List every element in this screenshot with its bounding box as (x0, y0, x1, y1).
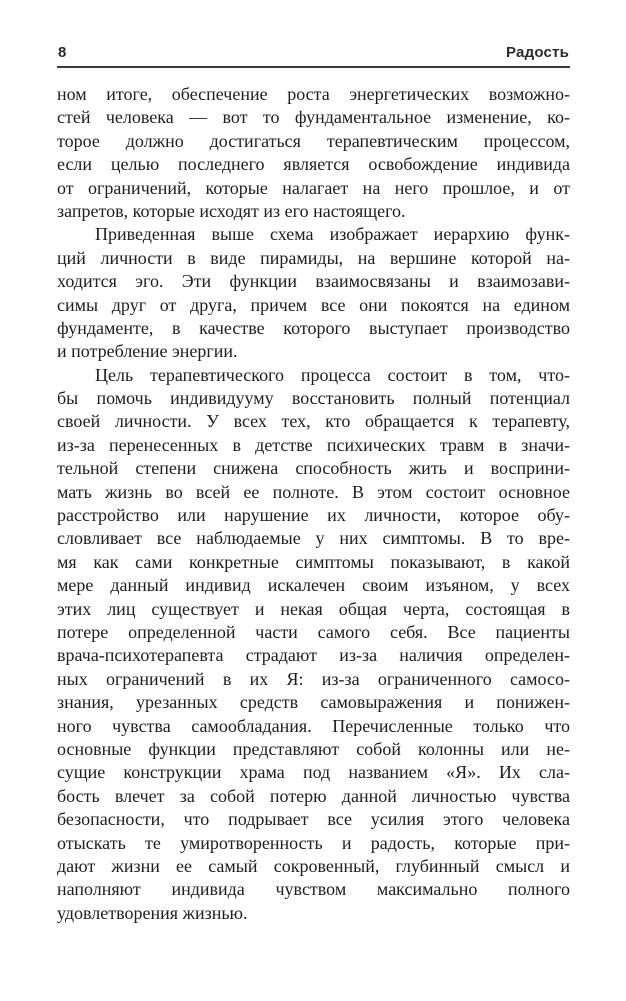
text-line: ных ограничений в их Я: из-за ограниченного самосо- (57, 668, 570, 689)
paragraph (57, 83, 570, 223)
text-line: безопасности, что подрывает все усилия этого человека (57, 809, 570, 830)
text-line: от ограничений, которые налагает на него прошлое, и от (57, 177, 570, 198)
text-line: наполняют индивида чувством максимально полного (57, 879, 570, 900)
text-line: из-за перенесенных в детстве психических травм в значи- (57, 434, 570, 455)
text-line: мере данный индивид искалечен своим изъяном, у всех (57, 575, 570, 596)
page-content (57, 44, 570, 925)
text-line: потере определенной части самого себя. Все пациенты (57, 621, 570, 642)
text-line: если целью последнего является освобождение индивида (57, 154, 570, 175)
text-line: ций личности в виде пирамиды, на вершине которой на- (57, 247, 570, 268)
text-line: стей человека — вот то фундаментальное изменение, ко- (57, 107, 570, 128)
text-line: Приведенная выше схема изображает иерархию функ- (95, 224, 570, 245)
page-body (57, 83, 570, 925)
text-line: этих лиц существует и некая общая черта, состоящая в (57, 598, 570, 619)
text-line: ного чувства самообладания. Перечисленные только что (57, 715, 570, 736)
text-line: ном итоге, обеспечение роста энергетических возможно- (57, 84, 570, 104)
text-line: ходится эго. Эти функции взаимосвязаны и взаимозави- (57, 271, 570, 292)
text-line: словливает все наблюдаемые у них симптомы. В то вре- (57, 528, 570, 549)
text-line: торое должно достигаться терапевтическим процессом, (57, 130, 570, 151)
text-line: основные функции представляют собой колонны или не- (57, 738, 570, 759)
text-line: удовлетворения жизнью. (57, 902, 248, 923)
text-line: знания, урезанных средств самовыражения и понижен- (57, 692, 570, 713)
paragraph (57, 223, 570, 363)
text-line: бы помочь индивидууму восстановить полный потенциал (57, 388, 570, 409)
paragraph (57, 364, 570, 925)
text-line: бость влечет за собой потерю данной личностью чувства (57, 785, 570, 806)
text-line: своей личности. У всех тех, кто обращается к терапевту, (57, 411, 570, 432)
text-line: дают жизни ее самый сокровенный, глубинный смысл и (57, 855, 570, 876)
text-line: фундаменте, в качестве которого выступает производство (57, 317, 570, 338)
text-line: мя как сами конкретные симптомы показывают, в какой (57, 551, 570, 572)
text-line: Цель терапевтического процесса состоит в том, что- (95, 364, 570, 385)
text-line: тельной степени снижена способность жить и восприни- (57, 458, 570, 479)
running-title: Радость (506, 44, 569, 61)
text-line: сущие конструкции храма под названием «Я». Их сла- (57, 762, 570, 783)
text-line: симы друг от друга, причем все они покоятся на едином (57, 294, 570, 315)
text-line: отыскать те умиротворенность и радость, которые при- (57, 832, 570, 853)
text-line: и потребление энергии. (57, 341, 238, 362)
text-line: расстройство или нарушение их личности, которое обу- (57, 505, 570, 526)
text-line: запретов, которые исходят из его настоящего. (57, 200, 406, 221)
page-number: 8 (58, 44, 67, 61)
text-line: мать жизнь во всей ее полноте. В этом состоит основное (57, 481, 570, 502)
running-head (57, 44, 570, 68)
text-line: врача-психотерапевта страдают из-за наличия определен- (57, 645, 570, 666)
